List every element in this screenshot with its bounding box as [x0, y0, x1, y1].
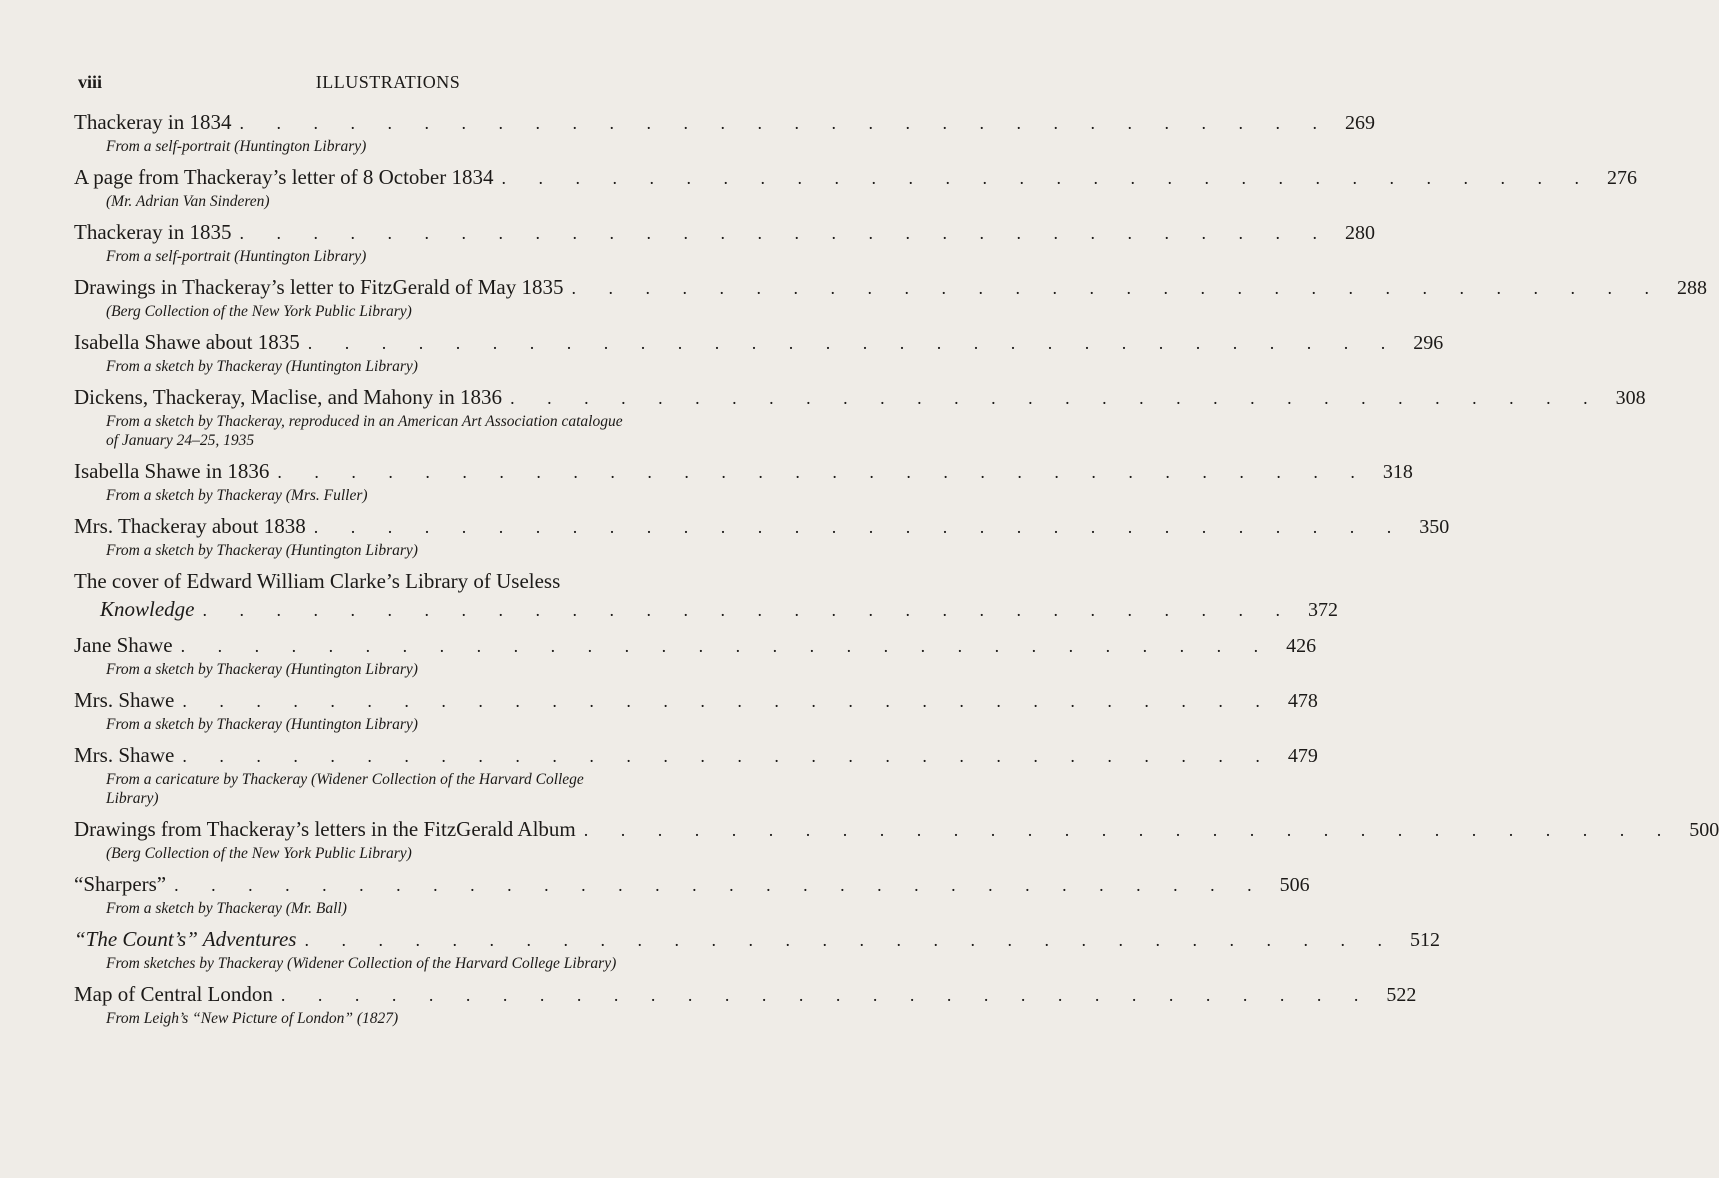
entry-title: Isabella Shawe about 1835: [74, 330, 300, 354]
dot-leader: . . . . . . . . . . . . . . . . . . . . . . . . . . . . . .: [510, 388, 1602, 408]
entry-source: From a caricature by Thackeray (Widener Collection of the Harvard College Library): [106, 771, 584, 807]
page-number: 288: [1676, 277, 1707, 299]
page-number: 512: [1409, 929, 1440, 951]
page-number: 506: [1279, 874, 1310, 896]
entry-title: Mrs. Shawe: [74, 743, 175, 767]
dot-leader: . . . . . . . . . . . . . . . . . . . . . . . . . . . . . .: [180, 636, 1273, 656]
list-item: [74, 218, 1375, 266]
entry-title: “The Count’s” Adventures: [74, 927, 297, 951]
entry-source: (Berg Collection of the New York Public Library): [106, 303, 412, 320]
list-item: [74, 512, 1450, 560]
list-item: [74, 870, 1310, 918]
entry-title: Drawings from Thackeray’s letters in the FitzGerald Album: [74, 817, 576, 841]
list-item: [74, 328, 1444, 376]
dot-leader: . . . . . . . . . . . . . . . . . . . . . . . . . . . . . .: [571, 278, 1663, 298]
dot-leader: . . . . . . . . . . . . . . . . . . . . . . . . . . . . . .: [583, 820, 1676, 840]
entry-source: From a self-portrait (Huntington Library): [106, 138, 367, 155]
page-number: 500: [1689, 819, 1719, 841]
entry-title: A page from Thackeray’s letter of 8 October 1834: [74, 165, 494, 189]
list-item: [74, 686, 1318, 734]
list-item: [74, 273, 1707, 321]
page-number: 280: [1344, 222, 1375, 244]
entry-title: “Sharpers”: [74, 872, 167, 896]
dot-leader: . . . . . . . . . . . . . . . . . . . . . . . . . . . . . .: [182, 691, 1274, 711]
list-item: [74, 567, 1338, 624]
page-number: 296: [1413, 332, 1444, 354]
dot-leader: . . . . . . . . . . . . . . . . . . . . . . . . . . . . . .: [239, 223, 1331, 243]
entry-source: From a sketch by Thackeray (Huntington Library): [106, 716, 418, 733]
page-header: [78, 72, 698, 98]
page-number: 350: [1419, 516, 1450, 538]
dot-leader: . . . . . . . . . . . . . . . . . . . . . . . . . . . . . .: [307, 333, 1400, 353]
entry-title: Mrs. Thackeray about 1838: [74, 514, 306, 538]
page-number: 276: [1606, 167, 1637, 189]
entry-source: From a sketch by Thackeray, reproduced in an American Art Association catalogue of January 24–25, 1935: [106, 413, 623, 449]
page-number: 318: [1382, 461, 1413, 483]
entry-source: From a sketch by Thackeray (Mr. Ball): [106, 900, 347, 917]
entry-title: Map of Central London: [74, 982, 273, 1006]
page-number: 426: [1286, 635, 1317, 657]
page-number: 479: [1287, 745, 1318, 767]
list-item: [74, 815, 1719, 863]
dot-leader: . . . . . . . . . . . . . . . . . . . . . . . . . . . . . .: [174, 875, 1266, 895]
entry-title: Jane Shawe: [74, 633, 173, 657]
entry-title-continued: Knowledge: [100, 597, 195, 621]
entry-title: Drawings in Thackeray’s letter to FitzGerald of May 1835: [74, 275, 564, 299]
entry-source: From a sketch by Thackeray (Mrs. Fuller): [106, 487, 368, 504]
dot-leader: . . . . . . . . . . . . . . . . . . . . . . . . . . . . . .: [313, 517, 1406, 537]
page-folio: viii: [78, 72, 103, 92]
page-number: 372: [1308, 599, 1338, 621]
entry-title: Thackeray in 1834: [74, 110, 232, 134]
running-title: ILLUSTRATIONS: [315, 72, 461, 92]
entry-title: Dickens, Thackeray, Maclise, and Mahony in 1836: [74, 385, 503, 409]
dot-leader: . . . . . . . . . . . . . . . . . . . . . . . . . . . . . .: [239, 113, 1331, 133]
list-item: [74, 457, 1413, 505]
dot-leader: . . . . . . . . . . . . . . . . . . . . . . . . . . . . . .: [182, 746, 1274, 766]
entry-source: From sketches by Thackeray (Widener Collection of the Harvard College Library): [106, 955, 617, 972]
dot-leader: . . . . . . . . . . . . . . . . . . . . . . . . . . . . . .: [304, 930, 1396, 950]
page-number: 522: [1386, 984, 1417, 1006]
page-number: 269: [1344, 112, 1375, 134]
entry-source: From a sketch by Thackeray (Huntington Library): [106, 661, 418, 678]
list-item: [74, 925, 1440, 973]
entry-source: From a sketch by Thackeray (Huntington Library): [106, 358, 418, 375]
dot-leader: . . . . . . . . . . . . . . . . . . . . . . . . . . . . . .: [277, 462, 1369, 482]
dot-leader: . . . . . . . . . . . . . . . . . . . . . . . . . . . . . .: [501, 168, 1593, 188]
illustrations-list: [74, 108, 1719, 1035]
entry-source: From a sketch by Thackeray (Huntington Library): [106, 542, 418, 559]
entry-title: Thackeray in 1835: [74, 220, 232, 244]
list-item: [74, 631, 1317, 679]
entry-source: (Berg Collection of the New York Public Library): [106, 845, 412, 862]
list-item: [74, 108, 1375, 156]
page-number: 478: [1287, 690, 1318, 712]
entry-source: From a self-portrait (Huntington Library): [106, 248, 367, 265]
list-item: [74, 163, 1637, 211]
list-item: [74, 741, 1318, 808]
entry-title: Isabella Shawe in 1836: [74, 459, 270, 483]
entry-source: From Leigh’s “New Picture of London” (1827): [106, 1010, 399, 1027]
dot-leader: . . . . . . . . . . . . . . . . . . . . . . . . . . . . . .: [280, 985, 1373, 1005]
entry-source: (Mr. Adrian Van Sinderen): [106, 193, 270, 210]
page-number: 308: [1615, 387, 1646, 409]
entry-title: The cover of Edward William Clarke’s Library of Useless: [74, 569, 561, 593]
dot-leader: . . . . . . . . . . . . . . . . . . . . . . . . . . . . . .: [202, 600, 1294, 620]
entry-title: Mrs. Shawe: [74, 688, 175, 712]
list-item: [74, 383, 1646, 450]
list-item: [74, 980, 1417, 1028]
